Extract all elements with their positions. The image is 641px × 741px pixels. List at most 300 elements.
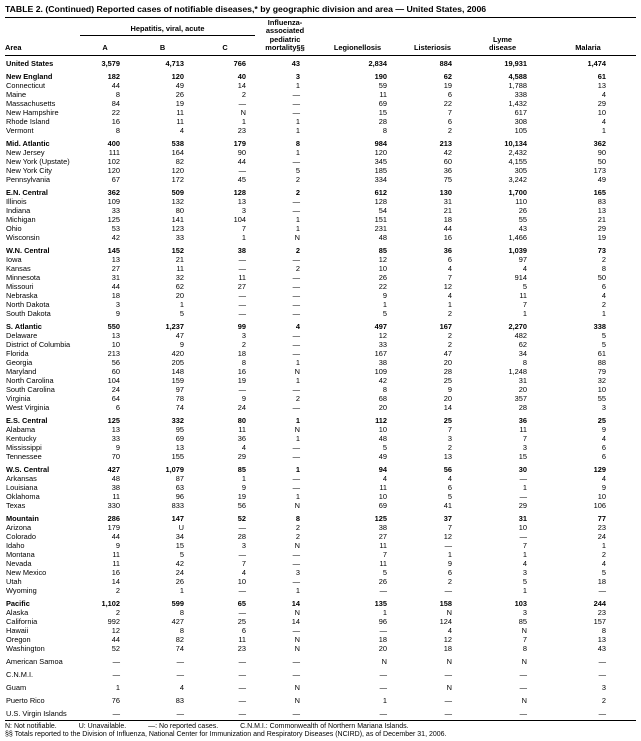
value-cell: — xyxy=(292,272,301,282)
value-cell: 13 xyxy=(237,196,247,206)
value-cell: 7 xyxy=(447,424,453,434)
value-cell: 75 xyxy=(443,174,453,184)
notifiable-diseases-table xyxy=(5,18,636,718)
table-row xyxy=(5,358,636,367)
value-cell: 53 xyxy=(111,223,120,233)
value-cell: — xyxy=(238,549,247,559)
value-cell: 26 xyxy=(518,205,528,215)
value-cell: 19 xyxy=(237,375,247,385)
table-row xyxy=(5,72,636,81)
value-cell: — xyxy=(238,669,247,679)
table-row xyxy=(5,349,636,358)
value-cell: 83 xyxy=(175,695,184,705)
value-cell: 132 xyxy=(171,196,184,206)
area-cell: South Dakota xyxy=(6,308,51,318)
value-cell: 3 xyxy=(115,299,120,309)
table-wrap xyxy=(5,18,636,721)
area-cell: Connecticut xyxy=(6,80,46,90)
table-row xyxy=(5,626,636,635)
value-cell: 56 xyxy=(111,357,120,367)
value-cell: 27 xyxy=(111,263,120,273)
value-cell: 77 xyxy=(597,513,607,523)
value-cell: N xyxy=(381,656,388,666)
value-cell: 16 xyxy=(443,232,453,242)
area-cell: E.N. Central xyxy=(6,187,48,197)
value-cell: 9 xyxy=(241,482,247,492)
area-cell: Georgia xyxy=(6,357,33,367)
value-cell: 12 xyxy=(378,330,388,340)
area-cell: Texas xyxy=(6,500,26,510)
value-cell: — xyxy=(292,451,301,461)
value-cell: 5 xyxy=(447,491,453,501)
value-cell: 23 xyxy=(237,125,247,135)
value-cell: 14 xyxy=(111,576,120,586)
value-cell: 52 xyxy=(111,643,120,653)
area-cell: North Dakota xyxy=(6,299,50,309)
value-cell: 6 xyxy=(447,89,453,99)
table-row xyxy=(5,385,636,394)
table-row xyxy=(5,215,636,224)
value-cell: 44 xyxy=(237,156,247,166)
value-cell: 11 xyxy=(379,89,388,99)
area-cell: Illinois xyxy=(6,196,27,206)
value-cell: — xyxy=(176,708,184,718)
value-cell: 1 xyxy=(295,80,301,90)
value-cell: 1,079 xyxy=(165,464,184,474)
value-cell: 2 xyxy=(447,125,453,135)
area-cell: West Virginia xyxy=(6,402,50,412)
value-cell: 9 xyxy=(601,424,607,434)
value-cell: 338 xyxy=(514,89,528,99)
table-row xyxy=(5,148,636,157)
area-cell: Pacific xyxy=(6,598,30,608)
table-row xyxy=(5,394,636,403)
value-cell: 11 xyxy=(238,634,247,644)
value-cell: 1 xyxy=(295,375,301,385)
value-cell: 16 xyxy=(111,567,120,577)
footnote-key-no-reported-cases: —: No reported cases. xyxy=(148,722,219,730)
value-cell: 128 xyxy=(374,196,388,206)
value-cell: — xyxy=(292,656,301,666)
table-row xyxy=(5,434,636,443)
value-cell: 24 xyxy=(175,567,184,577)
table-row xyxy=(5,126,636,135)
value-cell: 26 xyxy=(378,576,388,586)
value-cell: 43 xyxy=(518,223,528,233)
table-row xyxy=(5,90,636,99)
area-cell: North Carolina xyxy=(6,375,54,385)
value-cell: 1,248 xyxy=(508,366,528,376)
value-cell: 82 xyxy=(175,634,184,644)
value-cell: 125 xyxy=(107,214,120,224)
area-cell: Alaska xyxy=(6,607,29,617)
value-cell: — xyxy=(444,708,453,718)
value-cell: — xyxy=(238,695,247,705)
value-cell: 26 xyxy=(175,89,184,99)
value-cell: 1,039 xyxy=(508,245,528,255)
value-cell: 31 xyxy=(443,196,453,206)
value-cell: — xyxy=(444,540,453,550)
value-cell: 12 xyxy=(443,531,453,541)
value-cell: 11 xyxy=(176,263,184,273)
value-cell: 4 xyxy=(601,558,607,568)
value-cell: 10 xyxy=(597,384,607,394)
table-row xyxy=(5,586,636,595)
table-row xyxy=(5,300,636,309)
value-cell: 5 xyxy=(179,308,184,318)
value-cell: 65 xyxy=(237,598,247,608)
value-cell: N xyxy=(294,366,301,376)
value-cell: 31 xyxy=(111,272,120,282)
footnote-key-not-notifiable: N: Not notifiable. xyxy=(5,722,57,730)
value-cell: 3 xyxy=(241,540,247,550)
table-row xyxy=(5,322,636,331)
value-cell: 97 xyxy=(518,254,528,264)
value-cell: N xyxy=(240,107,247,117)
value-cell: 20 xyxy=(443,393,453,403)
value-cell: 2,432 xyxy=(508,147,528,157)
value-cell: 8 xyxy=(382,384,388,394)
value-cell: 2 xyxy=(447,576,453,586)
value-cell: 2,270 xyxy=(508,321,528,331)
value-cell: — xyxy=(519,491,528,501)
table-row xyxy=(5,416,636,425)
influenza-header-label: Influenza-associated pediatric mortality§§ xyxy=(265,17,305,52)
value-cell: 49 xyxy=(378,451,388,461)
table-row xyxy=(5,282,636,291)
value-cell: — xyxy=(444,585,453,595)
value-cell: 8 xyxy=(179,625,184,635)
area-cell: New Hampshire xyxy=(6,107,59,117)
value-cell: 14 xyxy=(237,80,247,90)
col-header-listeriosis: Listeriosis xyxy=(400,18,465,56)
table-row xyxy=(5,340,636,349)
value-cell: 1 xyxy=(522,482,528,492)
value-cell: 1,474 xyxy=(587,58,607,68)
value-cell: 11 xyxy=(176,116,184,126)
value-cell: 3 xyxy=(295,567,301,577)
value-cell: 64 xyxy=(111,393,120,403)
area-cell: Missouri xyxy=(6,281,34,291)
value-cell: 155 xyxy=(171,451,184,461)
value-cell: 4 xyxy=(447,473,453,483)
value-cell: — xyxy=(292,625,301,635)
area-cell: E.S. Central xyxy=(6,415,48,425)
value-cell: — xyxy=(292,107,301,117)
value-cell: 167 xyxy=(439,321,453,331)
area-cell: American Samoa xyxy=(6,656,63,666)
table-row xyxy=(5,273,636,282)
value-cell: 10 xyxy=(378,263,388,273)
value-cell: — xyxy=(292,473,301,483)
value-cell: 125 xyxy=(107,415,120,425)
value-cell: 11 xyxy=(379,540,388,550)
value-cell: 1 xyxy=(522,308,528,318)
value-cell: — xyxy=(519,708,528,718)
table-row xyxy=(5,635,636,644)
value-cell: 1 xyxy=(295,214,301,224)
value-cell: 9 xyxy=(115,308,120,318)
value-cell: 109 xyxy=(374,366,388,376)
table-row xyxy=(5,291,636,300)
value-cell: 44 xyxy=(111,281,120,291)
value-cell: 5 xyxy=(601,339,607,349)
value-cell: 12 xyxy=(111,625,120,635)
value-cell: 4 xyxy=(241,442,247,452)
value-cell: 3 xyxy=(447,433,453,443)
value-cell: 61 xyxy=(597,71,607,81)
footnote-key-unavailable: U: Unavailable. xyxy=(78,722,127,730)
value-cell: 2 xyxy=(295,174,301,184)
value-cell: 85 xyxy=(237,464,247,474)
value-cell: 6 xyxy=(115,402,120,412)
value-cell: 7 xyxy=(382,549,388,559)
table-row xyxy=(5,550,636,559)
value-cell: 18 xyxy=(237,348,247,358)
value-cell: 23 xyxy=(597,607,607,617)
value-cell: 4,588 xyxy=(508,71,528,81)
value-cell: 78 xyxy=(175,393,184,403)
value-cell: 14 xyxy=(291,598,301,608)
table-row xyxy=(5,175,636,184)
value-cell: 1 xyxy=(295,223,301,233)
area-cell: Kentucky xyxy=(6,433,37,443)
value-cell: 1,432 xyxy=(508,98,528,108)
value-cell: N xyxy=(294,232,301,242)
value-cell: 109 xyxy=(107,196,120,206)
area-cell: Indiana xyxy=(6,205,31,215)
value-cell: 3 xyxy=(601,402,607,412)
value-cell: 14 xyxy=(443,402,453,412)
value-cell: 102 xyxy=(107,156,120,166)
value-cell: 14 xyxy=(291,616,301,626)
value-cell: 38 xyxy=(378,357,388,367)
value-cell: 7 xyxy=(447,272,453,282)
value-cell: 9 xyxy=(115,540,120,550)
value-cell: 16 xyxy=(111,116,120,126)
area-cell: Wisconsin xyxy=(6,232,40,242)
value-cell: 7 xyxy=(522,540,528,550)
value-cell: 48 xyxy=(378,232,388,242)
value-cell: 145 xyxy=(107,245,120,255)
value-cell: 147 xyxy=(171,513,184,523)
value-cell: 9 xyxy=(382,290,388,300)
value-cell: 28 xyxy=(237,531,247,541)
value-cell: 617 xyxy=(514,107,528,117)
area-cell: Montana xyxy=(6,549,35,559)
table-row xyxy=(5,188,636,197)
value-cell: 2 xyxy=(295,187,301,197)
area-cell: Washington xyxy=(6,643,45,653)
value-cell: 29 xyxy=(518,500,528,510)
value-cell: 10 xyxy=(518,522,528,532)
value-cell: 52 xyxy=(237,513,247,523)
value-cell: 44 xyxy=(111,634,120,644)
value-cell: 173 xyxy=(593,165,607,175)
value-cell: 80 xyxy=(175,205,184,215)
value-cell: 55 xyxy=(518,214,528,224)
value-cell: 21 xyxy=(597,214,607,224)
value-cell: — xyxy=(238,263,247,273)
value-cell: 29 xyxy=(597,98,607,108)
value-cell: 2 xyxy=(447,330,453,340)
value-cell: 42 xyxy=(443,147,453,157)
value-cell: 33 xyxy=(378,339,388,349)
value-cell: U xyxy=(178,522,184,532)
value-cell: 1,788 xyxy=(508,80,528,90)
value-cell: 7 xyxy=(522,299,528,309)
table-row xyxy=(5,657,636,666)
value-cell: 31 xyxy=(518,513,528,523)
value-cell: 4 xyxy=(522,558,528,568)
value-cell: 9 xyxy=(241,393,247,403)
table-row xyxy=(5,465,636,474)
col-header-influenza xyxy=(255,18,315,56)
table-row xyxy=(5,443,636,452)
value-cell: 15 xyxy=(378,107,388,117)
value-cell: 4 xyxy=(601,433,607,443)
value-cell: 21 xyxy=(175,254,184,264)
value-cell: 4 xyxy=(241,567,247,577)
value-cell: 33 xyxy=(111,205,120,215)
table-title: TABLE 2. (Continued) Reported cases of notifiable diseases,* by geographic division and area — United States, 2006 xyxy=(5,4,636,18)
table-row xyxy=(5,425,636,434)
col-header-lyme xyxy=(465,18,540,56)
value-cell: 96 xyxy=(378,616,388,626)
table-row xyxy=(5,246,636,255)
value-cell: 20 xyxy=(378,643,388,653)
value-cell: 11 xyxy=(112,491,120,501)
area-cell: Wyoming xyxy=(6,585,37,595)
value-cell: 23 xyxy=(597,522,607,532)
value-cell: 11 xyxy=(379,558,388,568)
value-cell: — xyxy=(292,98,301,108)
value-cell: 24 xyxy=(111,384,120,394)
value-cell: 36 xyxy=(237,433,247,443)
value-cell: 427 xyxy=(107,464,120,474)
value-cell: 884 xyxy=(439,58,453,68)
value-cell: 4 xyxy=(179,125,184,135)
value-cell: 69 xyxy=(378,98,388,108)
value-cell: 1 xyxy=(179,585,184,595)
header-row-groups xyxy=(5,18,636,36)
value-cell: 85 xyxy=(518,616,528,626)
value-cell: 148 xyxy=(171,366,184,376)
area-cell: Mountain xyxy=(6,513,39,523)
col-header-hep-c: C xyxy=(195,36,255,55)
value-cell: — xyxy=(519,669,528,679)
value-cell: — xyxy=(176,669,184,679)
value-cell: 3,242 xyxy=(508,174,528,184)
value-cell: 10,134 xyxy=(504,138,528,148)
value-cell: — xyxy=(444,669,453,679)
value-cell: 550 xyxy=(107,321,120,331)
table-row xyxy=(5,644,636,653)
value-cell: N xyxy=(294,682,301,692)
value-cell: 26 xyxy=(378,272,388,282)
value-cell: 205 xyxy=(171,357,184,367)
value-cell: 18 xyxy=(597,576,607,586)
value-cell: 10 xyxy=(378,491,388,501)
area-cell: New Mexico xyxy=(6,567,47,577)
value-cell: 120 xyxy=(171,165,184,175)
value-cell: 106 xyxy=(593,500,607,510)
value-cell: 2 xyxy=(295,531,301,541)
value-cell: 3 xyxy=(295,71,301,81)
value-cell: 110 xyxy=(515,196,528,206)
value-cell: — xyxy=(519,473,528,483)
area-cell: C.N.M.I. xyxy=(6,669,34,679)
value-cell: 99 xyxy=(237,321,247,331)
value-cell: 420 xyxy=(171,348,184,358)
value-cell: 599 xyxy=(171,598,184,608)
value-cell: 9 xyxy=(179,339,184,349)
value-cell: — xyxy=(292,576,301,586)
value-cell: 308 xyxy=(514,116,528,126)
value-cell: 165 xyxy=(593,187,607,197)
value-cell: 11 xyxy=(238,424,247,434)
value-cell: 286 xyxy=(107,513,120,523)
value-cell: — xyxy=(598,656,607,666)
value-cell: 59 xyxy=(378,80,388,90)
col-header-hepatitis-group xyxy=(80,18,255,36)
value-cell: 16 xyxy=(237,366,247,376)
value-cell: 509 xyxy=(171,187,184,197)
value-cell: 1 xyxy=(601,540,607,550)
value-cell: — xyxy=(112,708,120,718)
value-cell: 43 xyxy=(597,643,607,653)
value-cell: 11 xyxy=(519,424,528,434)
value-cell: 32 xyxy=(175,272,184,282)
value-cell: 4 xyxy=(522,263,528,273)
value-cell: N xyxy=(294,500,301,510)
value-cell: 19,931 xyxy=(504,58,528,68)
value-cell: 40 xyxy=(237,71,247,81)
value-cell: 8 xyxy=(522,643,528,653)
value-cell: 11 xyxy=(112,549,120,559)
value-cell: 9 xyxy=(447,558,453,568)
value-cell: — xyxy=(292,254,301,264)
value-cell: 4 xyxy=(447,625,453,635)
value-cell: 1 xyxy=(447,549,453,559)
value-cell: 2 xyxy=(601,254,607,264)
value-cell: — xyxy=(292,708,301,718)
value-cell: 5 xyxy=(522,281,528,291)
area-cell: S. Atlantic xyxy=(6,321,42,331)
value-cell: 25 xyxy=(597,415,607,425)
table-row xyxy=(5,696,636,705)
value-cell: N xyxy=(521,695,528,705)
value-cell: N xyxy=(446,656,453,666)
value-cell: N xyxy=(294,424,301,434)
value-cell: 15 xyxy=(518,451,528,461)
value-cell: 13 xyxy=(175,442,184,452)
value-cell: 2 xyxy=(601,549,607,559)
area-cell: New York (Upstate) xyxy=(6,156,70,166)
value-cell: 2 xyxy=(295,263,301,273)
value-cell: 15 xyxy=(175,540,184,550)
value-cell: 12 xyxy=(378,254,388,264)
value-cell: 2 xyxy=(295,245,301,255)
value-cell: 6 xyxy=(447,254,453,264)
value-cell: 7 xyxy=(447,522,453,532)
value-cell: 766 xyxy=(233,58,247,68)
value-cell: — xyxy=(292,348,301,358)
value-cell: 538 xyxy=(171,138,184,148)
value-cell: 124 xyxy=(439,616,453,626)
value-cell: 68 xyxy=(378,393,388,403)
value-cell: 62 xyxy=(443,71,453,81)
